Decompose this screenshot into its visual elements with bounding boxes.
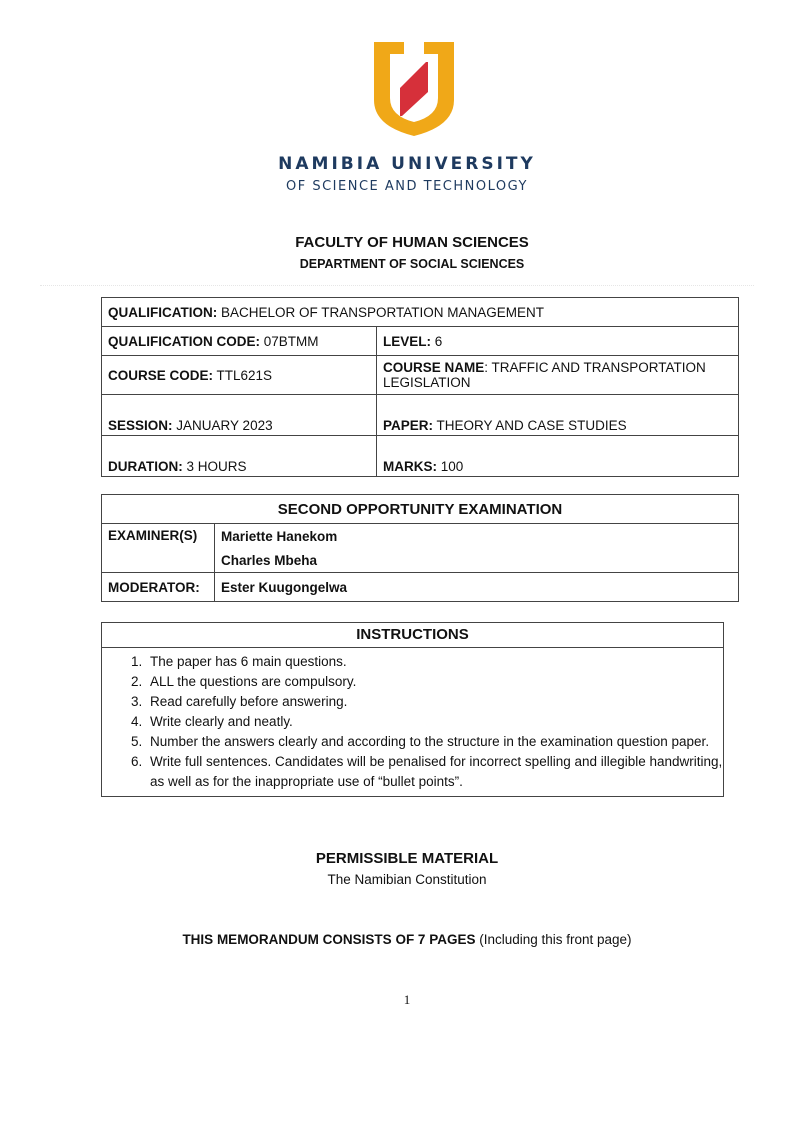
shield-notch (404, 42, 424, 54)
instruction-item: 5. Number the answers clearly and according to the structure in the examination question paper. (146, 732, 723, 752)
page-number: 1 (403, 992, 411, 1007)
course-code-cell: COURSE CODE: TTL621S (102, 356, 377, 395)
divider (40, 285, 754, 286)
course-name-cell: COURSE NAME: TRAFFIC AND TRANSPORTATION LEGISLATION (377, 356, 739, 395)
permissible-material-title: PERMISSIBLE MATERIAL (315, 850, 499, 867)
instruction-item: 4. Write clearly and neatly. (146, 712, 723, 732)
instruction-item: 1. The paper has 6 main questions. (146, 652, 723, 672)
paper-cell: PAPER: THEORY AND CASE STUDIES (377, 395, 739, 436)
examiners-label: EXAMINER(S) (102, 524, 215, 573)
university-logo (370, 40, 458, 138)
moderator-label: MODERATOR: (102, 573, 215, 602)
memorandum-note: THIS MEMORANDUM CONSISTS OF 7 PAGES (Including this front page) (182, 932, 632, 947)
examiner-name: Mariette Hanekom (215, 524, 739, 549)
marks-cell: MARKS: 100 (377, 436, 739, 477)
qualification-cell: QUALIFICATION: BACHELOR OF TRANSPORTATION MANAGEMENT (102, 298, 739, 327)
examination-table (101, 494, 739, 602)
instructions-list (102, 652, 723, 792)
qualification-code-cell: QUALIFICATION CODE: 07BTMM (102, 327, 377, 356)
instructions-box (101, 622, 724, 797)
level-cell: LEVEL: 6 (377, 327, 739, 356)
qualification-table (101, 297, 739, 477)
examiner-name: Charles Mbeha (215, 548, 739, 573)
university-name: NAMIBIA UNIVERSITY (278, 154, 536, 174)
instruction-item: 2. ALL the questions are compulsory. (146, 672, 723, 692)
moderator-name: Ester Kuugongelwa (215, 573, 739, 602)
instruction-item: 3. Read carefully before answering. (146, 692, 723, 712)
session-cell: SESSION: JANUARY 2023 (102, 395, 377, 436)
university-subtitle: OF SCIENCE AND TECHNOLOGY (286, 179, 528, 194)
instruction-item: 6. Write full sentences. Candidates will be penalised for incorrect spelling and illegible handwriting, as well as for the inappropriate use of “bullet points”. (146, 752, 723, 792)
instructions-title: INSTRUCTIONS (102, 623, 723, 648)
faculty-heading: FACULTY OF HUMAN SCIENCES (295, 234, 529, 251)
permissible-material-item: The Namibian Constitution (327, 872, 487, 887)
duration-cell: DURATION: 3 HOURS (102, 436, 377, 477)
exam-title: SECOND OPPORTUNITY EXAMINATION (102, 495, 739, 524)
department-heading: DEPARTMENT OF SOCIAL SCIENCES (299, 257, 525, 271)
